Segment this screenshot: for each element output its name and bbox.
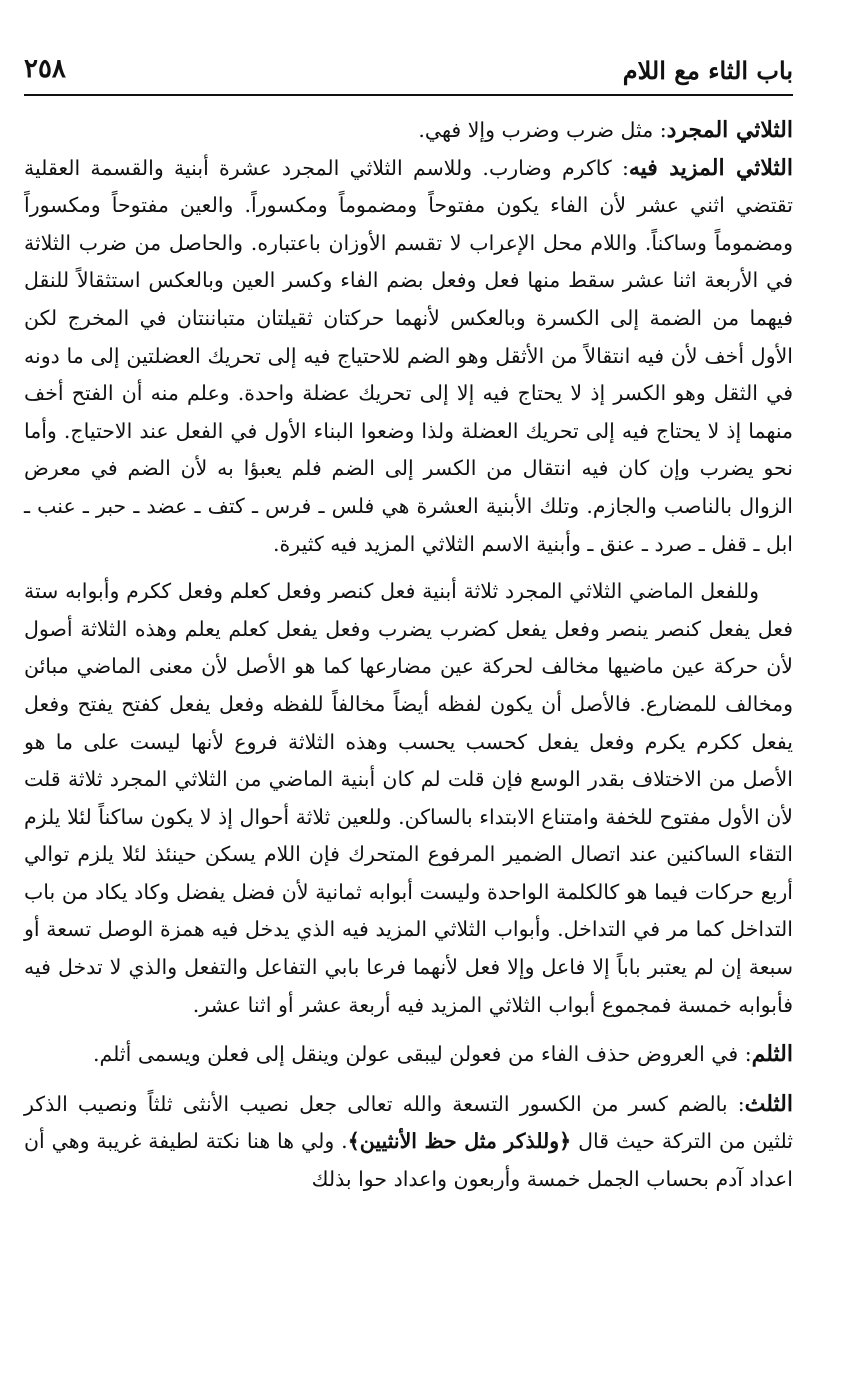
entry-term: الثلم (751, 1041, 793, 1068)
page-header (24, 52, 793, 96)
entry-thalm (24, 1036, 793, 1074)
paragraph-past-verb (24, 573, 793, 1024)
entry-term: الثلاثي المزيد فيه (628, 154, 793, 181)
entry-text: : بالضم كسر من الكسور التسعة والله تعالى جعل نصيب الأنثى ثلثاً ونصيب الذكر ثلثين من التركة حيث قال (24, 1091, 793, 1154)
entry-text: : كاكرم وضارب. وللاسم الثلاثي المجرد عشرة أبنية والقسمة العقلية تقتضي اثني عشر لأن الفاء يكون مفتوحاً ومضموماً ومكسوراً. والعين مفتوحاً ومكسوراً ومضموماً وساكناً. واللام محل الإعراب لا تقسم الأوزان باعتباره. والحاصل من ضرب الثلاثة في الأربعة اثنا عشر سقط منها فعل وفعل بضم الفاء وكسر العين وبالعكس استثقالاً للنقل فيهما من الضمة إلى الكسرة وبالعكس لأنهما حركتان ثقيلتان متباننتان في المخرج لكن الأول أخف لأن فيه انتقالاً من الأثقل وهو الضم للاحتياج فيه إلى تحريك العضلتين إلى ما دونه في الثقل وهو الكسر إذ لا يحتاج فيه إلا إلى تحريك عضلة واحدة. وعلم منه أن الفتح أخف منهما إذ لا يحتاج فيه إلى تحريك العضلة ولذا وضعوا البناء الأول في الفعل عند الاحتياج. وأما نحو يضرب وإن كان فيه انتقال من الكسر إلى الضم فلم يعبؤا به لأن الضم في معرض الزوال بالناصب والجازم. وتلك الأبنية العشرة هي فلس ـ فرس ـ كتف ـ عضد ـ حبر ـ عنب ـ ابل ـ قفل ـ صرد ـ عنق ـ وأبنية الاسم الثلاثي المزيد فيه كثيرة. (24, 155, 793, 556)
entry-term: الثلث (744, 1090, 793, 1117)
entry-text: : مثل ضرب وضرب وإلا فهي. (418, 118, 667, 142)
entry-text: وللفعل الماضي الثلاثي المجرد ثلاثة أبنية فعل كنصر وفعل كعلم وفعل ككرم وأبوابه ستة فعل يفعل كنصر ينصر وفعل يفعل كضرب يضرب وفعل يفعل كعلم يعلم وهذه الثلاثة أصول لأن حركة عين ماضيها مخالف لحركة عين مضارعها كما هو الأصل لأن معنى الماضي مبائن ومخالف للمضارع. فالأصل أن يكون لفظه أيضاً مخالفاً للفظه وفعل يفعل كفتح يفتح وفعل يفعل ككرم يكرم وفعل يفعل كحسب يحسب وهذه الثلاثة فروع لأنها ليست على ما هو الأصل من الاختلاف بقدر الوسع فإن قلت لم كان أبنية الماضي من الثلاثي المجرد ثلاثة قلت لأن الأول مفتوح للخفة وامتناع الابتداء بالساكن. وللعين ثلاثة أحوال إذ لا يكون ساكناً لئلا يلزم التقاء الساكنين عند اتصال الضمير المرفوع المتحرك فإن اللام يسكن حينئذ لئلا يلزم توالي أربع حركات فيما هو كالكلمة الواحدة وليست أبوابه ثمانية لأن فضل يفضل وكاد يكاد من باب التداخل كما مر في التداخل. وأبواب الثلاثي المزيد فيه الذي يدخل فيه همزة الوصل تسعة أو سبعة إن لم يعتبر باباً إلا فاعل وإلا فعل لأنهما فرعا بابي التفاعل والتفعل والذي لا تدخل فيه فأبوابه خمسة فمجموع أبواب الثلاثي المزيد فيه أربعة عشر أو اثنا عشر. (24, 579, 793, 1017)
entry-thuluth (24, 1086, 793, 1199)
chapter-title: باب الثاء مع اللام (622, 56, 793, 85)
entry-text-continued: . ولي ها هنا نكتة لطيفة غريبة وهي أن اعداد آدم بحساب الجمل خمسة وأربعون واعداد حوا بذلك (24, 1129, 793, 1192)
page-body (24, 112, 793, 1205)
entry-term: الثلاثي المجرد (666, 117, 793, 143)
quran-quote: ﴿وللذكر مثل حظ الأنثيين﴾ (347, 1129, 572, 1154)
entry-thulathi-mujarrad (24, 112, 793, 150)
page-number: ٢٥٨ (24, 54, 66, 84)
entry-text: : في العروض حذف الفاء من فعولن ليبقى عولن وينقل إلى فعلن ويسمى أثلم. (92, 1042, 752, 1067)
entry-thulathi-mazid (24, 150, 793, 564)
